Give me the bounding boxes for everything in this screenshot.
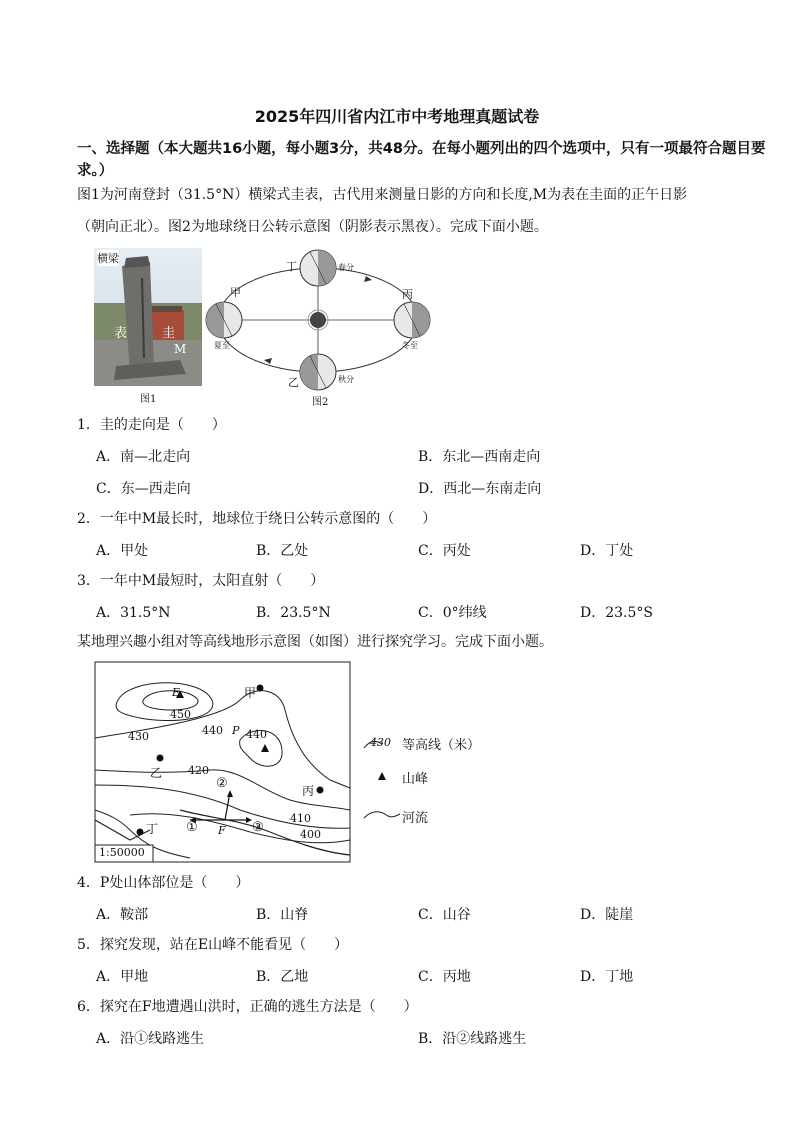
gui-label: 圭 xyxy=(162,326,176,341)
point-p-label: P xyxy=(232,724,240,737)
figure-1-caption: 图1 xyxy=(140,394,157,405)
q4-option-a: A．鞍部 xyxy=(96,907,149,923)
route-3-label: ③ xyxy=(252,820,264,835)
q5-option-b: B．乙地 xyxy=(256,969,309,985)
q6-option-b: B．沿②线路逃生 xyxy=(418,1031,527,1047)
map-legend xyxy=(362,730,482,840)
contour-440-a: 440 xyxy=(202,724,223,737)
q4-option-d: D．陡崖 xyxy=(580,907,634,923)
q3-option-d: D．23.5°S xyxy=(580,605,653,621)
contour-400: 400 xyxy=(300,828,321,841)
intro-line-1: 图1为河南登封（31.5°N）横梁式圭表，古代用来测量日影的方向和长度,M为表在圭面的正午日影 xyxy=(77,187,688,203)
question-2-stem: 2．一年中M最长时，地球位于绕日公转示意图的（ ） xyxy=(77,511,437,527)
q3-option-b: B．23.5°N xyxy=(256,605,331,621)
contour-440-b: 440 xyxy=(246,728,267,741)
q5-option-a: A．甲地 xyxy=(96,969,149,985)
q1-option-c: C．东—西走向 xyxy=(96,481,191,497)
q2-option-a: A．甲处 xyxy=(96,543,149,559)
intro-2: 某地理兴趣小组对等高线地形示意图（如图）进行探究学习。完成下面小题。 xyxy=(77,634,553,650)
legend-river-label: 河流 xyxy=(402,811,429,826)
q5-option-c: C．丙地 xyxy=(418,969,471,985)
page-title: 2025年四川省内江市中考地理真题试卷 xyxy=(254,107,540,126)
q1-option-b: B．东北—西南走向 xyxy=(418,449,541,465)
q1-option-d: D．西北—东南走向 xyxy=(418,481,542,497)
question-6-stem: 6．探究在F地遭遇山洪时，正确的逃生方法是（ ） xyxy=(77,999,418,1015)
legend-peak-label: 山峰 xyxy=(402,772,429,787)
q4-option-b: B．山脊 xyxy=(256,907,309,923)
orbit-label-spring: 春分 xyxy=(338,263,354,272)
figure-1 xyxy=(94,248,202,386)
question-4-stem: 4．P处山体部位是（ ） xyxy=(77,875,250,891)
legend-contour-label: 等高线（米） xyxy=(402,738,481,753)
q2-option-b: B．乙处 xyxy=(256,543,309,559)
q3-option-a: A．31.5°N xyxy=(96,605,171,621)
q3-option-c: C．0°纬线 xyxy=(418,605,487,621)
m-label: M xyxy=(174,342,187,356)
orbit-label-summer: 夏至 xyxy=(214,341,230,350)
orbit-label-jia: 甲 xyxy=(230,286,241,299)
legend-contour-sample: 430 xyxy=(370,736,391,749)
orbit-label-winter: 冬至 xyxy=(402,341,418,350)
map-scale: 1:50000 xyxy=(99,846,145,859)
route-2-label: ② xyxy=(216,776,228,791)
q2-option-c: C．丙处 xyxy=(418,543,471,559)
q4-option-c: C．山谷 xyxy=(418,907,471,923)
orbit-label-bing: 丙 xyxy=(402,288,413,301)
section-header: 一、选择题（本大题共16小题，每小题3分，共48分。在每小题列出的四个选项中，只有一项最符合题目要求。） xyxy=(77,141,766,179)
orbit-label-ding: 丁 xyxy=(286,260,297,273)
point-bing-label: 丙 xyxy=(302,784,315,798)
question-3-stem: 3．一年中M最短时，太阳直射（ ） xyxy=(77,573,325,589)
q1-option-a: A．南—北走向 xyxy=(96,449,191,465)
route-1-label: ① xyxy=(186,820,198,835)
contour-430: 430 xyxy=(128,730,149,743)
question-5-stem: 5．探究发现，站在E山峰不能看见（ ） xyxy=(77,937,349,953)
figure-2 xyxy=(198,244,438,406)
orbit-label-autumn: 秋分 xyxy=(338,375,354,384)
q2-option-d: D．丁处 xyxy=(580,543,634,559)
point-yi-label: 乙 xyxy=(150,766,163,780)
question-1-stem: 1．圭的走向是（ ） xyxy=(77,417,226,433)
point-jia-label: 甲 xyxy=(244,686,257,700)
intro-line-2: （朝向正北）。图2为地球绕日公转示意图（阴影表示黑夜）。完成下面小题。 xyxy=(77,219,548,235)
q5-option-d: D．丁地 xyxy=(580,969,634,985)
q6-option-a: A．沿①线路逃生 xyxy=(96,1031,205,1047)
orbit-label-yi: 乙 xyxy=(288,376,299,389)
figure-2-caption: 图2 xyxy=(312,397,329,408)
contour-450: 450 xyxy=(170,708,191,721)
crossbeam-label: 横梁 xyxy=(97,252,119,265)
contour-410: 410 xyxy=(290,812,311,825)
point-f-label: F xyxy=(218,824,226,837)
peak-e-label: E xyxy=(172,686,181,699)
point-ding-label: 丁 xyxy=(146,822,159,836)
gnomon-label: 表 xyxy=(114,326,128,341)
contour-420: 420 xyxy=(188,764,209,777)
